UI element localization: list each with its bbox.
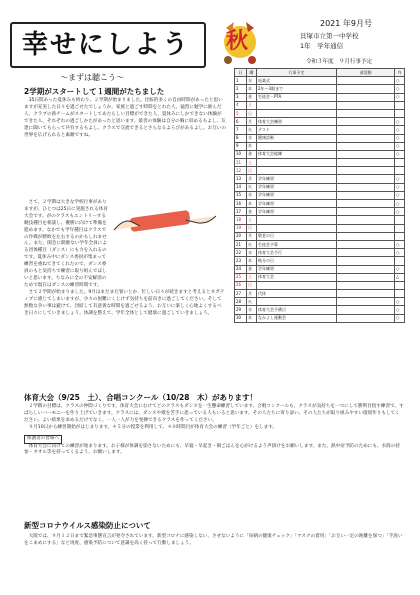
cell-weekday: 水 bbox=[247, 306, 257, 314]
col-event: 行事予定 bbox=[257, 69, 337, 77]
cell-event: 学年練習 bbox=[257, 183, 337, 191]
cell-weekday: 月 bbox=[247, 118, 257, 126]
calendar-row bbox=[235, 134, 405, 142]
calendar-row bbox=[235, 77, 405, 85]
cell-day: 3 bbox=[235, 93, 247, 101]
cell-lunch: ○ bbox=[395, 249, 405, 257]
cell-day: 19 bbox=[235, 224, 247, 232]
cell-weekday: 日 bbox=[247, 281, 257, 289]
cell-day: 20 bbox=[235, 232, 247, 240]
cell-weekday: 日 bbox=[247, 109, 257, 117]
cell-weekday: 火 bbox=[247, 126, 257, 134]
cell-lunch bbox=[395, 232, 405, 240]
cell-event: 体育大会練習 bbox=[257, 118, 337, 126]
cell-day: 26 bbox=[235, 281, 247, 289]
cell-lunch bbox=[395, 216, 405, 224]
school-name: 貝塚市立第一中学校 bbox=[300, 32, 359, 40]
calendar-row bbox=[235, 306, 405, 314]
cell-club bbox=[337, 142, 395, 150]
cell-club bbox=[337, 232, 395, 240]
cell-lunch: ○ bbox=[395, 118, 405, 126]
cell-club bbox=[337, 175, 395, 183]
cell-day: 9 bbox=[235, 142, 247, 150]
cell-day: 2 bbox=[235, 85, 247, 93]
cell-club bbox=[337, 314, 395, 322]
calendar-row bbox=[235, 224, 405, 232]
cell-event: 2年〜3限まで bbox=[257, 85, 337, 93]
cell-weekday: 火 bbox=[247, 298, 257, 306]
cell-weekday: 土 bbox=[247, 101, 257, 109]
col-day: 日 bbox=[235, 69, 247, 77]
cell-event: 体育大会予備日 bbox=[257, 306, 337, 314]
cell-lunch: ○ bbox=[395, 93, 405, 101]
cell-lunch bbox=[395, 159, 405, 167]
cell-event: 代休 bbox=[257, 290, 337, 298]
cell-event: 健康診断 bbox=[257, 134, 337, 142]
cell-day: 12 bbox=[235, 167, 247, 175]
cell-weekday: 日 bbox=[247, 167, 257, 175]
cell-club bbox=[337, 134, 395, 142]
calendar-row bbox=[235, 298, 405, 306]
cell-event bbox=[257, 159, 337, 167]
calendar-row bbox=[235, 167, 405, 175]
calendar-row bbox=[235, 85, 405, 93]
col-weekday: 曜 bbox=[247, 69, 257, 77]
cell-lunch: ○ bbox=[395, 240, 405, 248]
calendar-row bbox=[235, 118, 405, 126]
col-club: 部活動 bbox=[337, 69, 395, 77]
cell-day: 28 bbox=[235, 298, 247, 306]
cell-lunch: ○ bbox=[395, 314, 405, 322]
cell-event: なかよし運動会 bbox=[257, 314, 337, 322]
guardian-note-label: 保護者の皆様へ bbox=[24, 435, 62, 444]
cell-day: 29 bbox=[235, 306, 247, 314]
article3-body bbox=[24, 534, 404, 548]
cell-day: 21 bbox=[235, 240, 247, 248]
cell-lunch bbox=[395, 281, 405, 289]
cell-day: 15 bbox=[235, 191, 247, 199]
cell-lunch: ○ bbox=[395, 265, 405, 273]
article1-paragraph: さて２学期が始まりました。9月はまだまだ暑いとか、忙しい日々が続きますと考えるとネガティブに感じてしまいますが、少々の困難にくじけず気持ちを前向きに過ごしてください。そして無数な争い事は避けて、団結して有意義な時間を過ごせるよう、お互いに楽しく心地よくするべき日々にしていきましょう。体調を整えて、学年全体として健康に過ごしていきましょう。 bbox=[24, 290, 225, 316]
cell-event: 敬老の日 bbox=[257, 232, 337, 240]
cell-event: 学年練習 bbox=[257, 191, 337, 199]
cell-weekday: 水 bbox=[247, 77, 257, 85]
calendar-body bbox=[235, 77, 405, 323]
cell-weekday: 木 bbox=[247, 142, 257, 150]
cell-club bbox=[337, 249, 395, 257]
cell-event bbox=[257, 142, 337, 150]
cell-event: 秋分の日 bbox=[257, 257, 337, 265]
cell-event: 生徒会予算 bbox=[257, 240, 337, 248]
article3-heading: 新型コロナウイルス感染防止について bbox=[24, 521, 151, 530]
cell-lunch: ○ bbox=[395, 306, 405, 314]
cell-club bbox=[337, 281, 395, 289]
article2-body bbox=[24, 404, 404, 457]
calendar-row bbox=[235, 175, 405, 183]
cell-club bbox=[337, 159, 395, 167]
cell-weekday: 土 bbox=[247, 216, 257, 224]
cell-lunch bbox=[395, 101, 405, 109]
cell-event: 始業式 bbox=[257, 77, 337, 85]
cell-event bbox=[257, 298, 337, 306]
calendar-row bbox=[235, 265, 405, 273]
guardian-note-text: 体育大会に向けての練習が始まります。お子様が体調を崩さないためにも、早寝・早起き・朝ごはんを心がけるよう声掛けをお願いします。また、熱中症予防のためにも、水筒の持参・タオル等を持ってくるよう、お願いします。 bbox=[24, 443, 400, 456]
cell-club bbox=[337, 208, 395, 216]
cell-club bbox=[337, 77, 395, 85]
cell-lunch: ○ bbox=[395, 150, 405, 158]
cell-day: 5 bbox=[235, 109, 247, 117]
calendar-row bbox=[235, 257, 405, 265]
cell-event: 体育大会予行 bbox=[257, 249, 337, 257]
cell-lunch: ○ bbox=[395, 183, 405, 191]
grade-label: 1年 学年通信 bbox=[300, 42, 344, 50]
calendar-row bbox=[235, 200, 405, 208]
cell-lunch bbox=[395, 167, 405, 175]
cell-weekday: 木 bbox=[247, 314, 257, 322]
cell-club bbox=[337, 290, 395, 298]
calendar-row bbox=[235, 273, 405, 281]
cell-club bbox=[337, 273, 395, 281]
cell-event bbox=[257, 101, 337, 109]
article2-paragraph: ９月10日から練習開始がはじまります。４５分の授業を利用して、４０時間目が体育大会の練習（学年ごと）をします。 bbox=[28, 424, 278, 430]
cell-event: 学年練習 bbox=[257, 265, 337, 273]
calendar-row bbox=[235, 208, 405, 216]
cell-lunch bbox=[395, 290, 405, 298]
calendar-row bbox=[235, 249, 405, 257]
cell-club bbox=[337, 150, 395, 158]
calendar-row bbox=[235, 191, 405, 199]
cell-club bbox=[337, 216, 395, 224]
guardian-note-label-wrap bbox=[24, 435, 404, 444]
cell-weekday: 月 bbox=[247, 232, 257, 240]
cell-weekday: 月 bbox=[247, 290, 257, 298]
cell-weekday: 日 bbox=[247, 224, 257, 232]
cell-event: 体育大会 bbox=[257, 273, 337, 281]
calendar-row bbox=[235, 290, 405, 298]
cell-day: 16 bbox=[235, 200, 247, 208]
cell-event: 生徒会・PTA bbox=[257, 93, 337, 101]
cell-event bbox=[257, 216, 337, 224]
cell-lunch bbox=[395, 257, 405, 265]
cell-day: 22 bbox=[235, 249, 247, 257]
cell-event bbox=[257, 281, 337, 289]
cell-day: 14 bbox=[235, 183, 247, 191]
calendar-row bbox=[235, 150, 405, 158]
cell-club bbox=[337, 265, 395, 273]
calendar-row bbox=[235, 93, 405, 101]
cell-weekday: 木 bbox=[247, 200, 257, 208]
cell-day: 6 bbox=[235, 118, 247, 126]
cell-event bbox=[257, 167, 337, 175]
cell-day: 17 bbox=[235, 208, 247, 216]
cell-club bbox=[337, 183, 395, 191]
cell-day: 10 bbox=[235, 150, 247, 158]
article2-heading: 体育大会（9/25 土）、合唱コンクール（10/28 木）があります！ bbox=[24, 393, 257, 402]
cell-lunch: ○ bbox=[395, 77, 405, 85]
calendar-row bbox=[235, 159, 405, 167]
cell-day: 23 bbox=[235, 257, 247, 265]
cell-day: 27 bbox=[235, 290, 247, 298]
cell-lunch: ○ bbox=[395, 142, 405, 150]
calendar-row bbox=[235, 314, 405, 322]
cell-day: 7 bbox=[235, 126, 247, 134]
cell-lunch: ○ bbox=[395, 200, 405, 208]
cell-weekday: 金 bbox=[247, 93, 257, 101]
cell-club bbox=[337, 85, 395, 93]
cell-weekday: 土 bbox=[247, 159, 257, 167]
cell-day: 1 bbox=[235, 77, 247, 85]
cell-weekday: 金 bbox=[247, 150, 257, 158]
cell-club bbox=[337, 224, 395, 232]
cell-weekday: 土 bbox=[247, 273, 257, 281]
cell-lunch: ○ bbox=[395, 298, 405, 306]
cell-event: 学年練習 bbox=[257, 208, 337, 216]
cell-club bbox=[337, 298, 395, 306]
cell-weekday: 月 bbox=[247, 175, 257, 183]
calendar-row bbox=[235, 101, 405, 109]
calendar-row bbox=[235, 281, 405, 289]
calendar-header-row bbox=[235, 69, 405, 77]
article1-paragraph: さて、２学期は大きな学校行事がありますが、ひとつは25日に実施される体育大会です。がのクラスもエントリーする競技種目を相談し、優勝に向けて準備を進めます。なかでも学年種目はクラスでの作戦が勝敗を左右するのかもしれません。また、開会に開催ない学年全員による団体種目（ダンス）にも力を入れるのです。夏休み中にダンス委員が集まって練習を重ねてきてくれたので、ダンス委員のもと気持ちで練習に取り組んでほしいと思います。ちなみに全の不安解消のためで現在はダンスの練習時間です。 bbox=[24, 200, 108, 288]
cell-club bbox=[337, 93, 395, 101]
calendar-row bbox=[235, 216, 405, 224]
col-lunch: 弁 bbox=[395, 69, 405, 77]
cell-event: 学年練習 bbox=[257, 175, 337, 183]
cell-day: 30 bbox=[235, 314, 247, 322]
article1-heading: 2学期がスタートして１週間がたちました bbox=[24, 87, 165, 96]
cell-club bbox=[337, 167, 395, 175]
calendar-row bbox=[235, 109, 405, 117]
cell-club bbox=[337, 118, 395, 126]
cell-lunch: ○ bbox=[395, 134, 405, 142]
cell-club bbox=[337, 200, 395, 208]
newsletter-title: 幸せにしよう bbox=[22, 30, 191, 60]
calendar-row bbox=[235, 142, 405, 150]
cell-club bbox=[337, 257, 395, 265]
cell-weekday: 火 bbox=[247, 240, 257, 248]
cell-club bbox=[337, 109, 395, 117]
cell-day: 24 bbox=[235, 265, 247, 273]
cell-lunch: ○ bbox=[395, 191, 405, 199]
cell-club bbox=[337, 101, 395, 109]
calendar-title: 令和３年度 ９月行事予定 bbox=[306, 59, 373, 65]
cell-day: 8 bbox=[235, 134, 247, 142]
cell-lunch: ○ bbox=[395, 208, 405, 216]
autumn-badge-char: 秋 bbox=[226, 29, 249, 54]
cell-weekday: 火 bbox=[247, 183, 257, 191]
cell-lunch bbox=[395, 109, 405, 117]
calendar-row bbox=[235, 183, 405, 191]
article1-body bbox=[24, 98, 226, 139]
cell-weekday: 木 bbox=[247, 85, 257, 93]
cell-event: 学年練習 bbox=[257, 200, 337, 208]
cell-day: 13 bbox=[235, 175, 247, 183]
cell-club bbox=[337, 240, 395, 248]
cell-lunch: △ bbox=[395, 273, 405, 281]
cell-club bbox=[337, 306, 395, 314]
cell-lunch bbox=[395, 224, 405, 232]
cell-day: 25 bbox=[235, 273, 247, 281]
cell-day: 4 bbox=[235, 101, 247, 109]
issue-label: 2021 年9月号 bbox=[320, 19, 372, 28]
event-calendar bbox=[234, 68, 405, 323]
article1-body-3 bbox=[24, 290, 226, 318]
article3-paragraph: 大阪では、９月１２日まで緊急事態宣言が発令されています。新型コロナに感染しない、させないように「毎朝の健康チェック」「マスクの着用」「お互い一定の距離を保つ」「手洗いをこまめにする」など再度、感染予防について意識を高く持って行動しましょう。 bbox=[24, 534, 403, 546]
cell-weekday: 木 bbox=[247, 257, 257, 265]
article1-body-2 bbox=[24, 200, 108, 290]
cell-weekday: 水 bbox=[247, 134, 257, 142]
cell-weekday: 金 bbox=[247, 208, 257, 216]
article2-paragraph: ２学期の目標は、クラスの仲間づくりです。体育大会にむけてどのクラスもダンスを一生懸命練習しています。合唱コンクールも、クラスが気持ちを一つにして勝利目指す練習で、すばらしいハーモニーを作り上げていきます。クラスには、ダンスや歌を苦手に思っている人もいると思います。その人たちに寄り添い、その人たちが取り組みやすい環境作りもしてください。よい結果を求めるだけでなく、一人一人が力を発揮できるクラスを作ってください。 bbox=[24, 404, 404, 423]
cell-weekday: 水 bbox=[247, 191, 257, 199]
calendar-row bbox=[235, 126, 405, 134]
newsletter-subtitle: 〜まずは聴こう〜 bbox=[60, 73, 124, 82]
cell-event bbox=[257, 109, 337, 117]
cell-event: テスト bbox=[257, 126, 337, 134]
relay-baton-illustration bbox=[110, 200, 220, 244]
cell-lunch: ○ bbox=[395, 126, 405, 134]
cell-weekday: 水 bbox=[247, 249, 257, 257]
calendar-row bbox=[235, 240, 405, 248]
cell-event: 体育大会総練 bbox=[257, 150, 337, 158]
cell-event bbox=[257, 224, 337, 232]
calendar-row bbox=[235, 232, 405, 240]
cell-club bbox=[337, 126, 395, 134]
cell-lunch: ○ bbox=[395, 85, 405, 93]
cell-weekday: 金 bbox=[247, 265, 257, 273]
article1-paragraph: 35日間あった夏休みも終わり、２学期が始まりました。比較的多くの自由時間があったと思いますが充実した日々を過ごせたでしょうか。家族と過ごす時間をとれた人、猛烈に勉学に励んだ人、クラブの新チームがスタートしてあたらしい目標ができた人、夏休みにしかできない体験ができた人、それぞれの過ごしかたがあったと思います。最善の体験は自分の胸に収めるもよし、友達に聞いてもらって共有するもよし。クラスで交流できるとさらなるよろびがあるよし。お互いの世界を広げられると素敵ですね。 bbox=[24, 98, 226, 138]
cell-day: 18 bbox=[235, 216, 247, 224]
cell-day: 11 bbox=[235, 159, 247, 167]
cell-lunch: ○ bbox=[395, 175, 405, 183]
cell-club bbox=[337, 191, 395, 199]
